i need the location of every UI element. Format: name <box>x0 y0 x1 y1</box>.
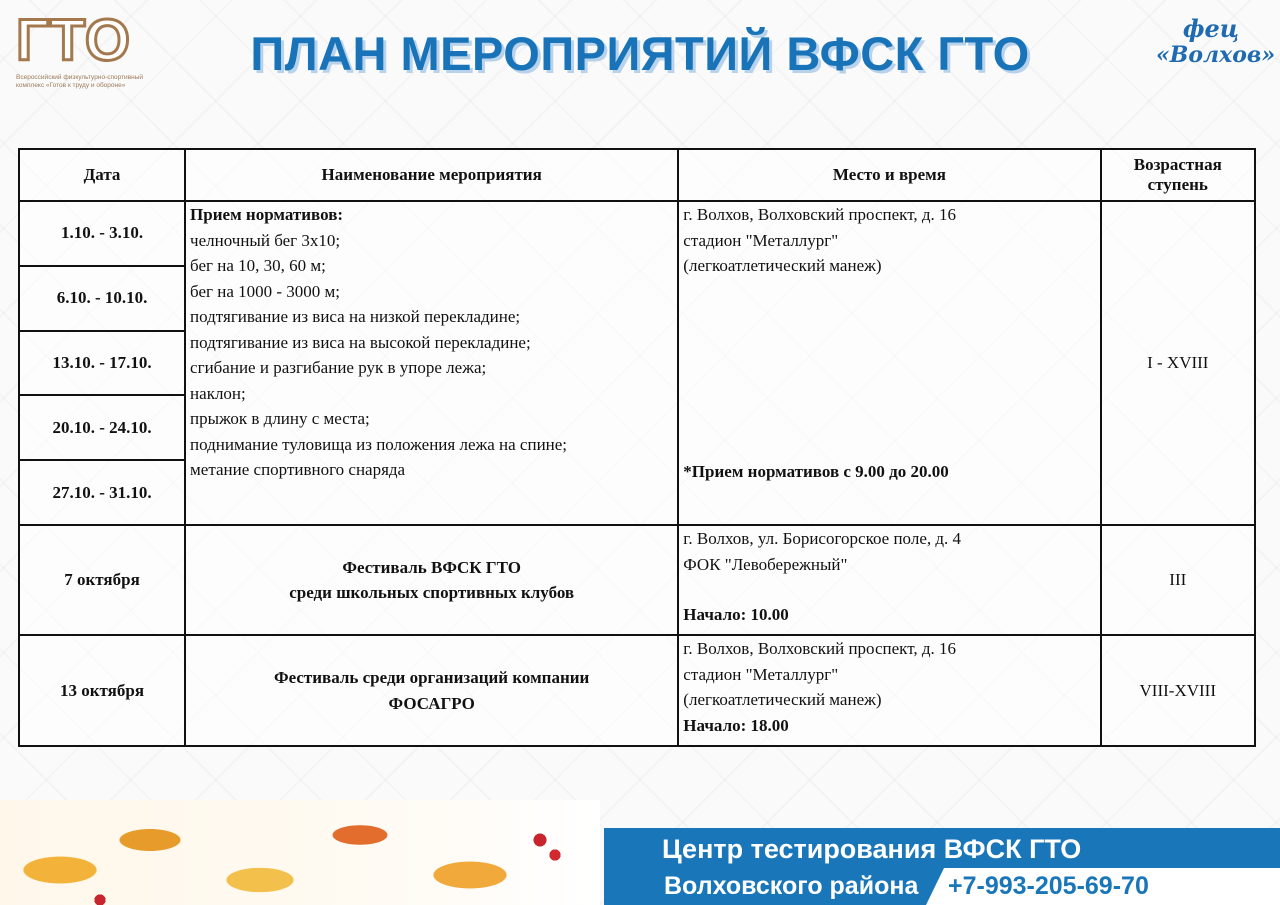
norm-item: метание спортивного снаряда <box>190 460 406 479</box>
header-date: Дата <box>19 149 185 201</box>
place-line: ФОК "Левобережный" <box>683 554 848 574</box>
table-row <box>19 201 1255 266</box>
place-line: стадион "Металлург" <box>683 664 839 684</box>
date-cell: 27.10. - 31.10. <box>19 460 185 525</box>
date-cell: 13.10. - 17.10. <box>19 331 185 396</box>
norm-item: поднимание туловища из положения лежа на спине; <box>190 434 568 454</box>
place-cell <box>678 635 1100 746</box>
start-time: Начало: 10.00 <box>683 605 789 624</box>
age-cell: VIII-XVIII <box>1101 635 1255 746</box>
place-cell <box>678 201 1100 525</box>
fec-logo-line1: фец <box>1182 14 1240 43</box>
footer-district: Волховского района <box>664 872 919 900</box>
table-header-row <box>19 149 1255 201</box>
norms-title: Прием нормативов: <box>190 205 344 224</box>
norm-item: челночный бег 3х10; <box>190 230 341 250</box>
fec-volkhov-logo <box>1156 14 1276 68</box>
footer-contact-bar <box>604 828 1280 905</box>
table-row <box>19 635 1255 746</box>
events-table <box>18 148 1256 747</box>
norms-list-cell <box>185 201 678 525</box>
header-age: Возрастная ступень <box>1101 149 1255 201</box>
date-cell: 13 октября <box>19 635 185 746</box>
place-line: г. Волхов, Волховский проспект, д. 16 <box>683 639 957 658</box>
date-cell: 20.10. - 24.10. <box>19 395 185 460</box>
table-row <box>19 525 1255 635</box>
norm-item: прыжок в длину с места; <box>190 409 370 428</box>
norm-item: подтягивание из виса на низкой перекладине; <box>190 307 521 326</box>
phone-number: +7-993-205-69-70 <box>948 872 1149 900</box>
header-place: Место и время <box>678 149 1100 201</box>
gto-logo-subtitle: Всероссийский физкультурно-спортивный комплекс «Готов к труду и обороне» <box>16 74 144 89</box>
norm-item: наклон; <box>190 383 246 403</box>
place-line: г. Волхов, ул. Борисогорское поле, д. 4 <box>683 529 962 548</box>
norm-item: подтягивание из виса на высокой перекладине; <box>190 332 531 352</box>
age-cell: III <box>1101 525 1255 635</box>
date-cell: 1.10. - 3.10. <box>19 201 185 266</box>
fec-logo-line2: «Волхов» <box>1156 42 1276 68</box>
event-name-line: ФОСАГРО <box>388 693 475 713</box>
norm-item: бег на 10, 30, 60 м; <box>190 256 326 275</box>
place-line: (легкоатлетический манеж) <box>683 690 882 709</box>
event-name-line: Фестиваль ВФСК ГТО <box>342 557 521 577</box>
date-cell: 7 октября <box>19 525 185 635</box>
autumn-leaves-decoration <box>0 800 600 905</box>
page-title: ПЛАН МЕРОПРИЯТИЙ ВФСК ГТО <box>250 27 1030 80</box>
event-name-cell <box>185 635 678 746</box>
place-note: *Прием нормативов с 9.00 до 20.00 <box>683 462 949 481</box>
place-line: (легкоатлетический манеж) <box>683 256 882 275</box>
date-cell: 6.10. - 10.10. <box>19 266 185 331</box>
place-line: г. Волхов, Волховский проспект, д. 16 <box>683 205 957 224</box>
place-cell <box>678 525 1100 635</box>
event-name-line: Фестиваль среди организаций компании <box>273 668 590 687</box>
header-name: Наименование мероприятия <box>185 149 678 201</box>
age-cell: I - XVIII <box>1101 201 1255 525</box>
norm-item: бег на 1000 - 3000 м; <box>190 281 341 301</box>
event-name-line: среди школьных спортивных клубов <box>289 583 575 602</box>
event-name-cell <box>185 525 678 635</box>
footer-center-name: Центр тестирования ВФСК ГТО <box>662 834 1082 864</box>
gto-logo-mark: ГТО <box>16 8 131 73</box>
place-line: стадион "Металлург" <box>683 230 839 250</box>
start-time: Начало: 18.00 <box>683 715 789 735</box>
norm-item: сгибание и разгибание рук в упоре лежа; <box>190 358 487 377</box>
